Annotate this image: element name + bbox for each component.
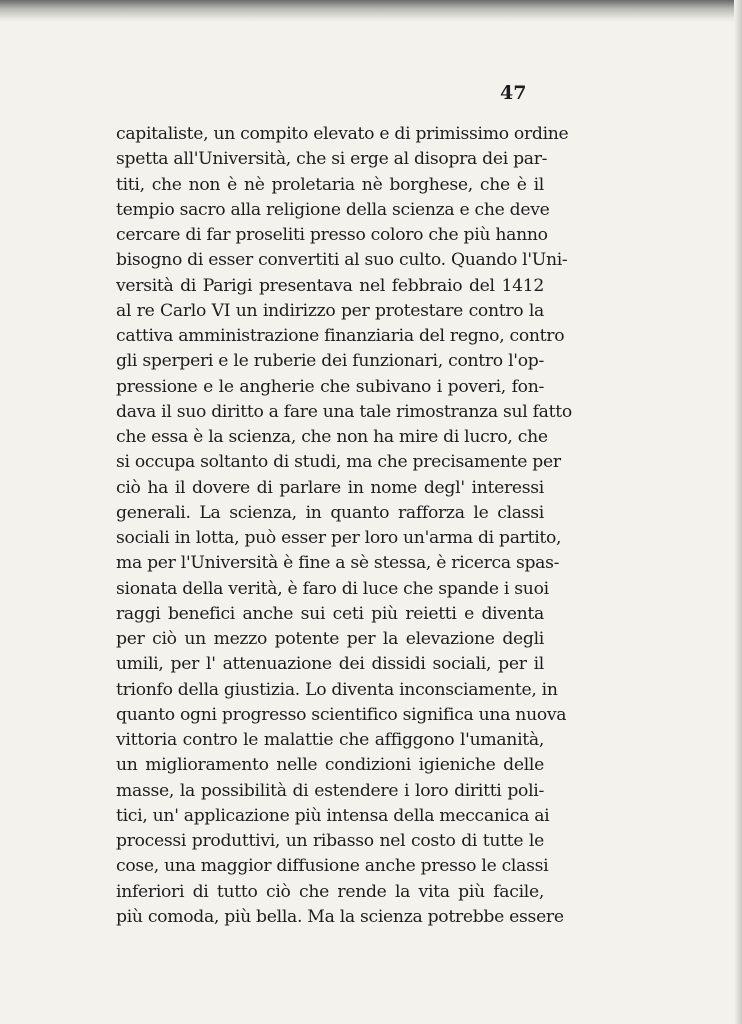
text-line: che essa è la scienza, che non ha mire di lucro, che [116,427,548,447]
text-line: spetta all'Università, che si erge al disopra dei par- [116,149,548,170]
text-line: vittoria contro le malattie che affiggono l'umanità, [116,730,544,750]
text-line: sionata della verità, è faro di luce che spande i suoi [116,578,549,599]
text-line: masse, la possibilità di estendere i loro diritti poli- [116,780,544,801]
text-line: ciò ha il dovere di parlare in nome degl' interessi [116,477,544,498]
text-line: raggi benefici anche sui ceti più reietti e diventa [116,603,544,624]
text-line: processi produttivi, un ribasso nel costo di tutte le [116,831,544,851]
text-line: al re Carlo VI un indirizzo per protestare contro la [116,300,544,321]
text-line: cose, una maggior diffusione anche presso le classi [116,856,549,877]
text-line: umili, per l' attenuazione dei dissidi sociali, per il [116,654,544,675]
text-line: cercare di far proseliti presso coloro che più hanno [116,225,548,245]
text-line: bisogno di esser convertiti al suo culto. Quando l'Uni- [116,250,568,271]
page-number: 47 [500,82,527,104]
text-line: inferiori di tutto ciò che rende la vita più facile, [116,881,544,902]
body-text [116,122,572,930]
text-line: sociali in lotta, può esser per loro un'arma di partito, [116,528,562,548]
text-line: si occupa soltanto di studi, ma che precisamente per [116,452,561,473]
text-line: pressione e le angherie che subivano i poveri, fon- [116,376,544,397]
text-line: gli sperperi e le ruberie dei funzionari, contro l'op- [116,351,544,372]
text-line: dava il suo diritto a fare una tale rimostranza sul fatto [116,401,572,422]
text-line: trionfo della giustizia. Lo diventa inconsciamente, in [116,679,558,700]
scan-top-edge [0,0,742,22]
text-line: versità di Parigi presentava nel febbraio del 1412 [116,275,544,296]
text-line: per ciò un mezzo potente per la elevazione degli [116,629,544,649]
text-line: un miglioramento nelle condizioni igieniche delle [116,755,544,776]
text-line: capitaliste, un compito elevato e di primissimo ordine [116,124,569,144]
text-line: tici, un' applicazione più intensa della meccanica ai [116,805,550,826]
text-line: titi, che non è nè proletaria nè borghese, che è il [116,174,544,195]
text-line: quanto ogni progresso scientifico significa una nuova [116,704,567,725]
text-line: cattiva amministrazione finanziaria del regno, contro [116,326,565,346]
scan-right-edge [734,0,742,1024]
text-line: più comoda, più bella. Ma la scienza potrebbe essere [116,906,564,927]
text-line: generali. La scienza, in quanto rafforza le classi [116,502,544,523]
text-line: tempio sacro alla religione della scienza e che deve [116,199,550,220]
text-line: ma per l'Università è fine a sè stessa, è ricerca spas- [116,553,560,574]
